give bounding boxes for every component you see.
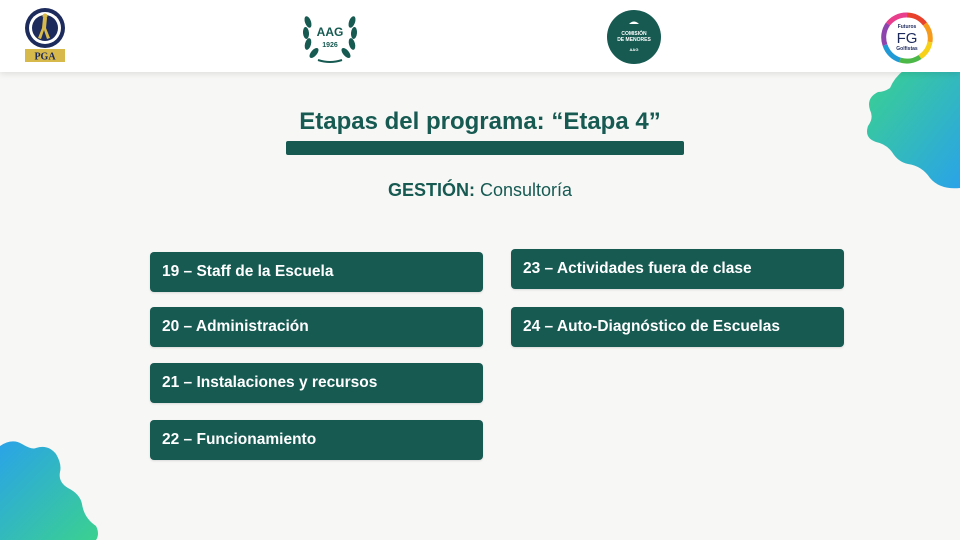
- page-title: Etapas del programa: “Etapa 4”: [299, 108, 661, 135]
- stage-card-20: 20 – Administración: [150, 307, 483, 347]
- comision-menores-logo: [606, 9, 662, 65]
- stage-card-19: 19 – Staff de la Escuela: [150, 252, 483, 292]
- pga-logo-text: PGA: [34, 51, 56, 63]
- fg-logo-bottom: Golfistas: [896, 46, 918, 52]
- header-bar: [0, 0, 960, 72]
- stage-card-21: 21 – Instalaciones y recursos: [150, 363, 483, 403]
- stage-card-22: 22 – Funcionamiento: [150, 420, 483, 460]
- stage-card-24: 24 – Auto-Diagnóstico de Escuelas: [511, 307, 844, 347]
- subtitle-value: Consultoría: [474, 180, 573, 200]
- title-underline: [286, 141, 684, 155]
- comision-logo-line2: DE MENORES: [617, 37, 651, 43]
- fg-logo-mid: FG: [896, 30, 918, 47]
- decorative-blob-top-right: [864, 70, 960, 190]
- decorative-blob-bottom-left: [0, 438, 100, 540]
- comision-logo-line3: AAG: [629, 47, 639, 52]
- fg-logo-top: Futuros: [897, 24, 917, 30]
- futuros-golfistas-logo: [880, 12, 934, 64]
- pga-logo: [22, 6, 68, 64]
- aag-logo: [300, 8, 360, 66]
- aag-logo-year: 1926: [322, 42, 338, 49]
- aag-logo-text: AAG: [316, 25, 344, 39]
- subtitle-label: GESTIÓN:: [387, 180, 475, 200]
- stage-card-23: 23 – Actividades fuera de clase: [511, 249, 844, 289]
- subtitle: [0, 180, 960, 201]
- comision-logo-line1: COMISIÓN: [621, 31, 647, 37]
